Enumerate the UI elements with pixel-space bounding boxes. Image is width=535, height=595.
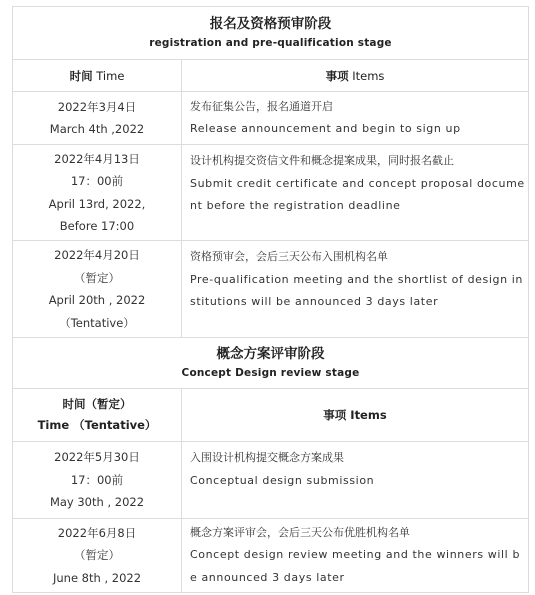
time-line: June 8th , 2022 [52, 570, 142, 585]
section-title-zh: 报名及资格预审阶段 [209, 16, 332, 32]
section-title-en: registration and pre-qualification stage [149, 37, 392, 49]
item-cell [182, 92, 529, 145]
time-line: （暂定） [74, 270, 120, 285]
time-line: 17：00前 [70, 174, 124, 188]
item-text-en: Submit credit certificate and concept proposal document before the registration deadline [190, 176, 525, 212]
time-cell [13, 92, 182, 145]
time-line: April 20th , 2022 [48, 293, 146, 307]
time-column-header [13, 60, 182, 92]
item-cell [182, 145, 529, 241]
section-title-cell [13, 338, 529, 389]
schedule-table [12, 6, 529, 593]
time-line: March 4th ,2022 [49, 122, 145, 136]
time-line: 2022年4月13日 [54, 151, 140, 166]
table-row [13, 92, 529, 145]
section-title-cell [13, 7, 529, 60]
table-row [13, 442, 529, 519]
time-cell [13, 241, 182, 338]
time-line: 17：00前 [70, 472, 124, 487]
time-header-en: Time （Tentative） [37, 418, 157, 432]
item-text-zh: 资格预审会，会后三天公布入围机构名单 [190, 250, 388, 263]
section-title-en: Concept Design review stage [181, 367, 360, 379]
items-header-en: Items [352, 68, 385, 83]
time-line: 2022年3月4日 [57, 99, 137, 114]
item-text-en: Release announcement and begin to sign up [190, 122, 461, 135]
item-text-en: Conceptual design submission [190, 473, 375, 487]
item-text-zh: 设计机构提交资信文件和概念提案成果，同时报名截止 [190, 154, 454, 167]
item-text-en: Pre-qualification meeting and the shortlist of design institutions will be announced 3 days later [190, 272, 523, 308]
time-cell [13, 442, 182, 519]
table-row [13, 519, 529, 593]
column-header-row [13, 60, 529, 92]
item-cell [182, 241, 529, 338]
item-text-zh: 入围设计机构提交概念方案成果 [190, 451, 344, 464]
item-text-en: Concept design review meeting and the winners will be announced 3 days later [190, 548, 521, 584]
section-title-zh: 概念方案评审阶段 [216, 346, 325, 362]
time-column-header [13, 389, 182, 442]
section-title-row [13, 338, 529, 389]
time-cell [13, 519, 182, 593]
items-header: 事项 Items [323, 408, 387, 422]
time-line: （Tentative） [59, 315, 135, 330]
items-column-header [182, 60, 529, 92]
table-row [13, 145, 529, 241]
table-row [13, 241, 529, 338]
column-header-row [13, 389, 529, 442]
item-cell [182, 442, 529, 519]
time-line: 2022年5月30日 [54, 450, 140, 465]
schedule-table-wrapper [12, 6, 528, 593]
items-header-zh: 事项 [325, 68, 349, 83]
items-column-header [182, 389, 529, 442]
time-line: 2022年4月20日 [54, 248, 140, 262]
item-text-zh: 发布征集公告，报名通道开启 [190, 99, 333, 113]
time-line: April 13rd, 2022, [48, 196, 146, 211]
item-text-zh: 概念方案评审会，会后三天公布优胜机构名单 [190, 525, 410, 539]
time-line: May 30th , 2022 [49, 495, 145, 510]
item-cell [182, 519, 529, 593]
time-line: Before 17:00 [59, 219, 135, 233]
time-line: （暂定） [74, 548, 120, 563]
time-cell [13, 145, 182, 241]
section-title-row [13, 7, 529, 60]
time-header-zh: 时间（暂定） [62, 397, 132, 411]
time-header-en: Time [96, 68, 125, 83]
time-header-zh: 时间 [69, 68, 93, 83]
time-line: 2022年6月8日 [57, 525, 137, 540]
